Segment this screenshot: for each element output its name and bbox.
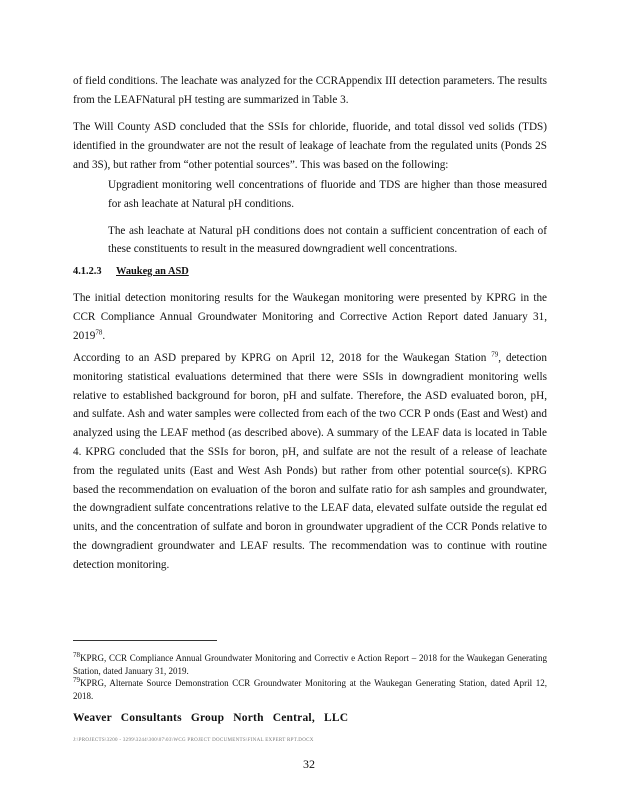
list-item	[92, 222, 547, 260]
section-title: Waukeg an ASD	[116, 266, 189, 277]
paragraph-text-rest: , detection monitoring statistical evaluations determined that there were SSIs in downgradient monitoring wells relative to established background for boron, pH and sulfate. Therefore, the ASD evaluated boron, pH, and sulfate. Ash and water samples were collected from each of the two CCR P onds (East and West) and analyzed using the LEAF method (as described above). A summary of the LEAF data is located in Table 4. KPRG concluded that the SSIs for boron, pH, and sulfate are not the result of a release of leachate from the regulated units (East and West Ash Ponds) but rather from other potential source(s). KPRG based the recommendation on evaluation of the boron and sulfate ratio for ash samples and groundwater, the downgradient sulfate concentrations relative to the LEAF data, elevated sulfate outside the regulat ed units, and the concentration of sulfate and boron in groundwater upgradient of the CCR Ponds relative to the downgradient groundwater and LEAF results. The recommendation was to continue with routine detection monitoring.	[73, 352, 547, 571]
footnote-ref-78[interactable]: 78	[95, 327, 103, 336]
footnote-78	[73, 652, 547, 677]
firm-name: Weaver Consultants Group North Central, LLC	[73, 712, 349, 724]
paragraph-text: According to an ASD prepared by KPRG on April 12, 2018 for the Waukegan Station	[73, 352, 487, 364]
footnote-text: KPRG, CCR Compliance Annual Groundwater Monitoring and Correctiv e Action Report – 2018 for the Waukegan Generating Station, dated January 31, 2019.	[73, 653, 547, 676]
bullet-list	[92, 176, 547, 267]
bullet-text: Upgradient monitoring well concentrations of fluoride and TDS are higher than those measured for ash leachate at Natural pH conditions.	[108, 179, 547, 210]
section-number: 4.1.2.3	[73, 266, 102, 277]
paragraph-text: The initial detection monitoring results for the Waukegan monitoring were presented by KPRG in the CCR Compliance Annual Groundwater Monitoring and Corrective Action Report dated January 31, 2019	[73, 292, 547, 342]
footnote-text: KPRG, Alternate Source Demonstration CCR Groundwater Monitoring at the Waukegan Generating Station, dated April 12, 2018.	[73, 678, 547, 701]
list-item	[92, 176, 547, 214]
section-heading	[73, 266, 189, 277]
paragraph-waukegan-initial	[73, 289, 547, 345]
bullet-text: The ash leachate at Natural pH conditions does not contain a sufficient concentration of each of these constituents to result in the measured downgradient well concentrations.	[108, 224, 547, 256]
footnote-divider	[73, 640, 217, 641]
paragraph-will-county-asd: The Will County ASD concluded that the SSIs for chloride, fluoride, and total dissol ved solids (TDS) identified in the groundwater are not the result of leakage of leachate from the regulated units (Ponds 2S and 3S), but rather from “other potential sources”. This was based on the following:	[73, 121, 547, 171]
paragraph-waukegan-asd	[73, 349, 547, 575]
paragraph-end: .	[102, 329, 106, 342]
footnote-mark: 78	[73, 651, 80, 659]
footnote-ref-79[interactable]: 79	[491, 350, 499, 359]
footnote-mark: 79	[73, 676, 80, 684]
footnote-79	[73, 677, 547, 702]
page-number: 32	[303, 757, 315, 771]
file-path: J:\PROJECTS\3200 - 3299\3244\300\07\03\WCG PROJECT DOCUMENTS\FINAL EXPERT RPT.DOCX	[73, 738, 314, 743]
paragraph-leachate-analysis: of field conditions. The leachate was analyzed for the CCRAppendix III detection parameters. The results from the LEAFNatural pH testing are summarized in Table 3.	[73, 75, 547, 106]
